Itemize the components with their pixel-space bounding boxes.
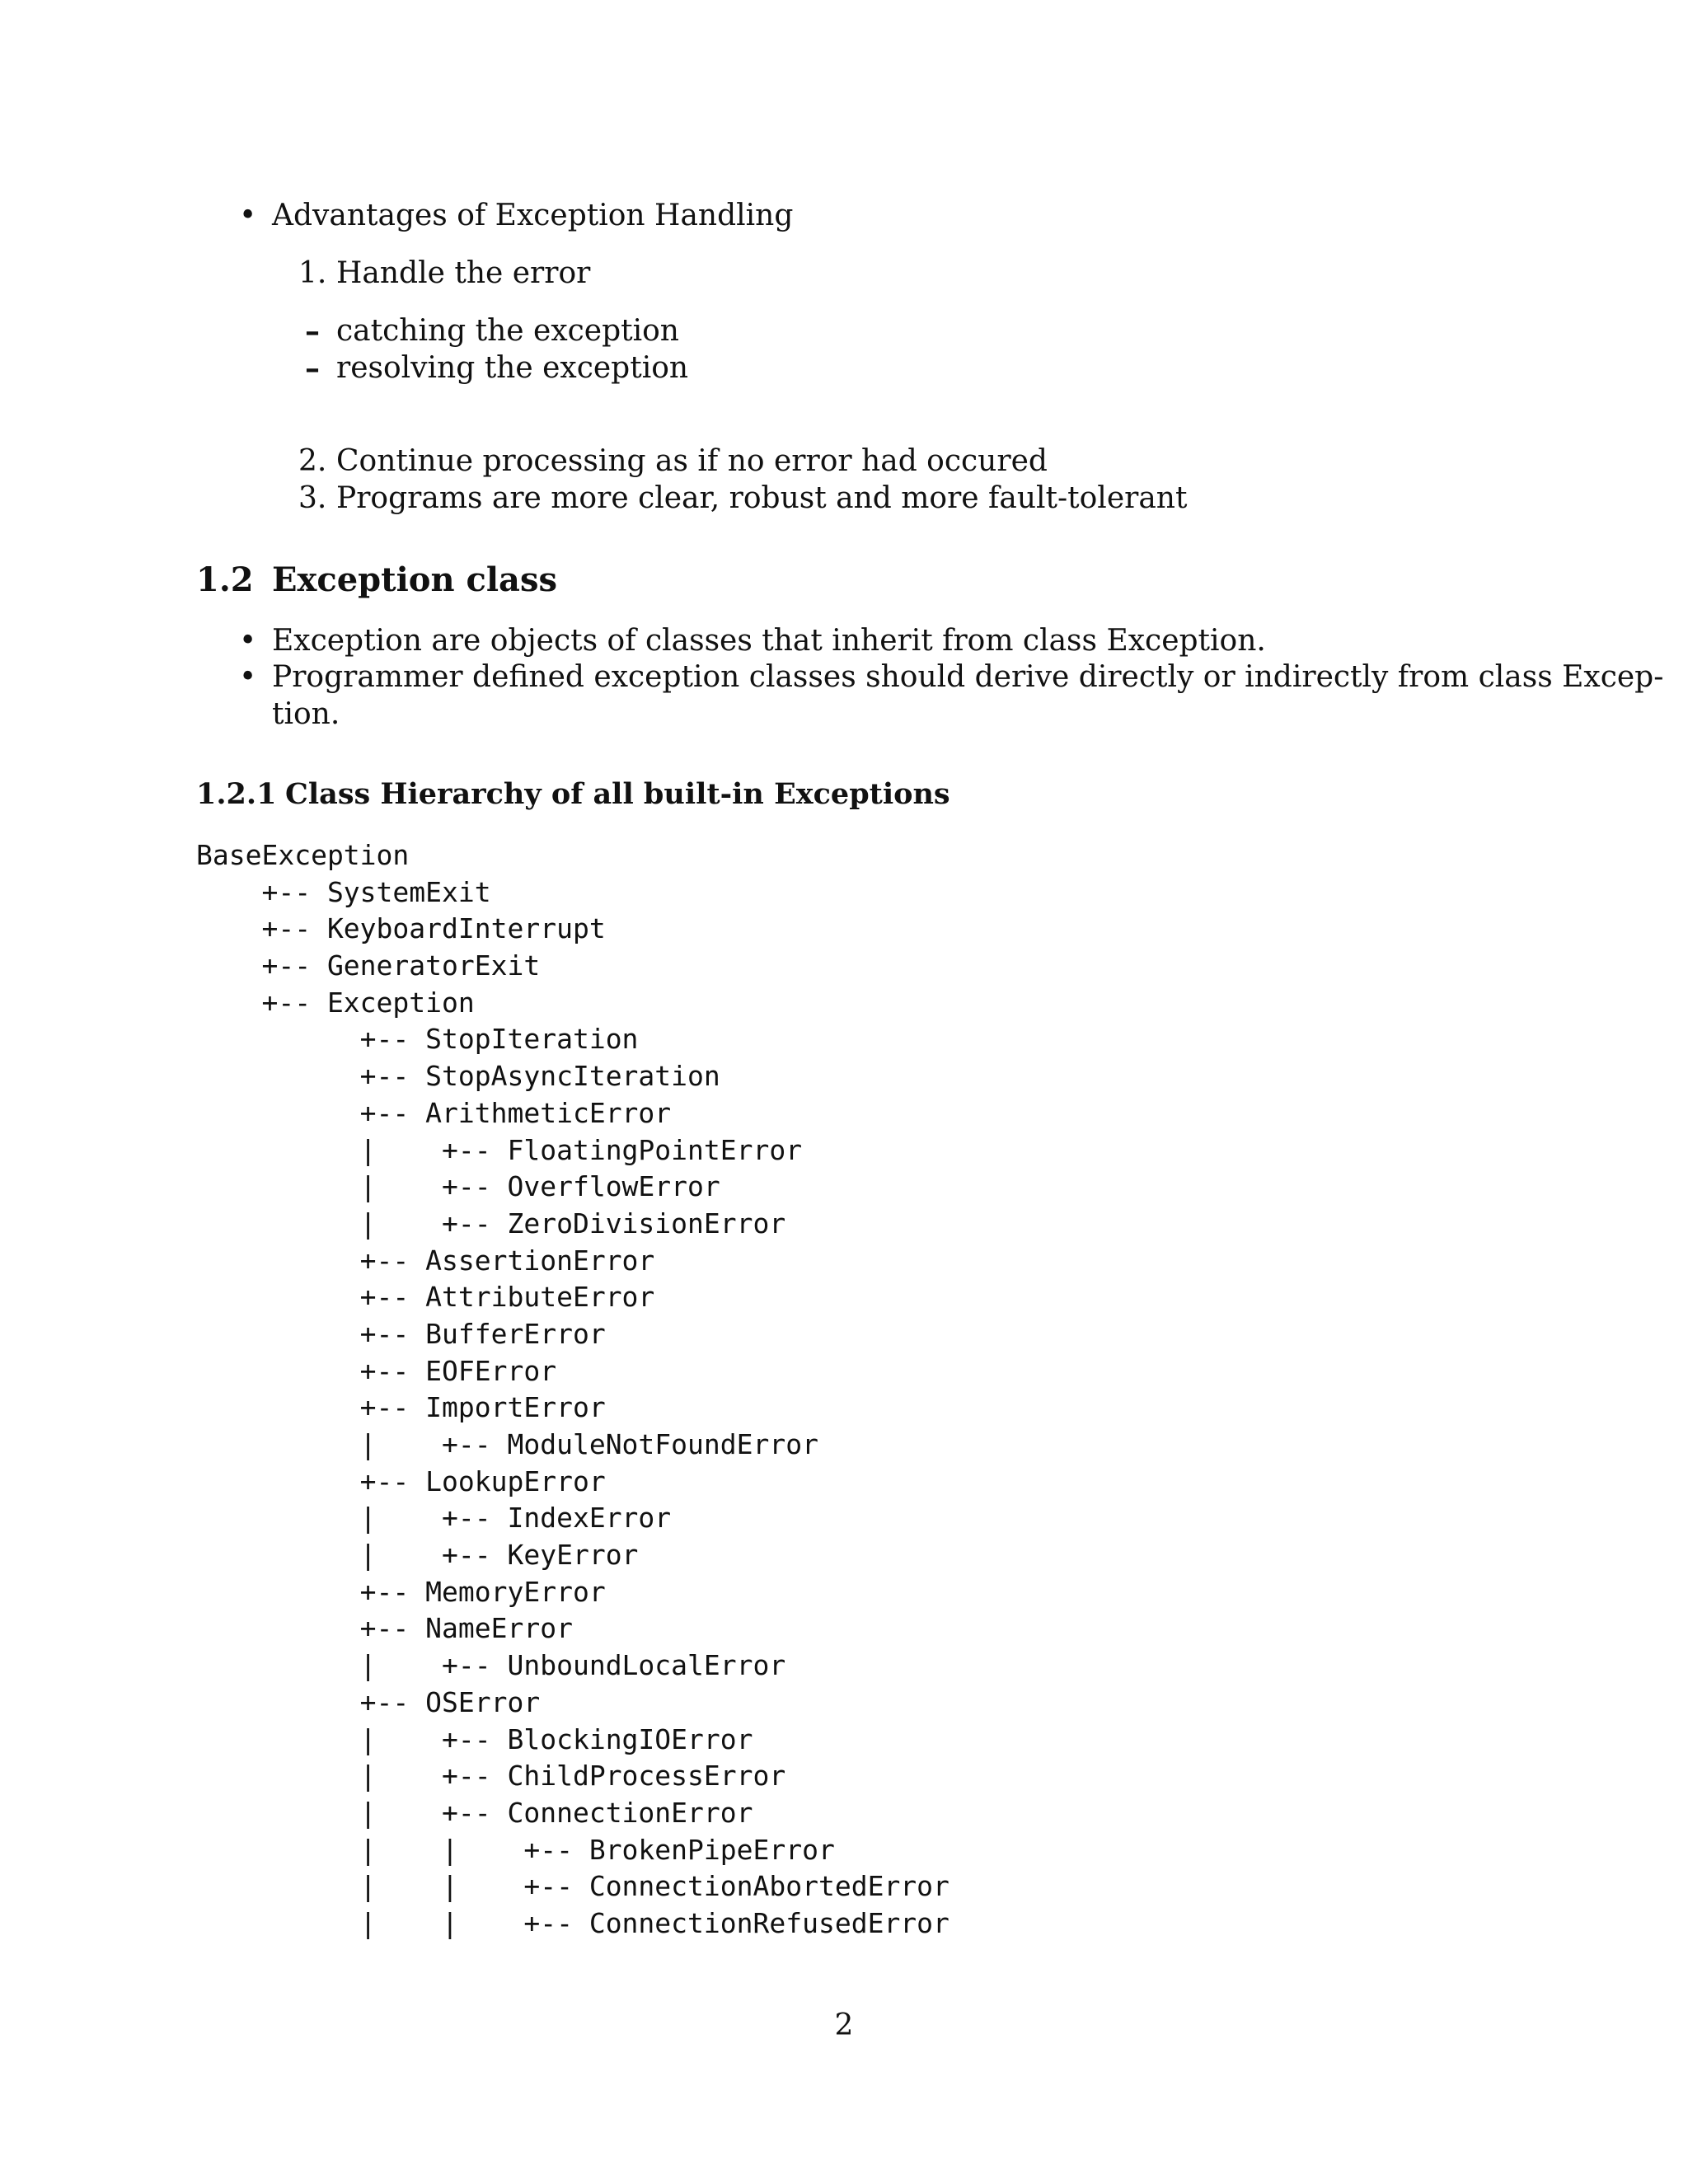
- bullet-mark: •: [239, 624, 257, 658]
- hierarchy-line: | | +-- BrokenPipeError: [196, 1833, 835, 1866]
- list-item-text: Programs are more clear, robust and more fault-tolerant: [336, 481, 1188, 515]
- hierarchy-line: BaseException: [196, 839, 410, 871]
- dash-mark: –: [305, 351, 320, 386]
- hierarchy-line: +-- ImportError: [196, 1391, 606, 1424]
- list-item-text: Handle the error: [336, 256, 591, 290]
- list-item-number: 3.: [298, 481, 327, 515]
- hierarchy-line: +-- OSError: [196, 1685, 541, 1718]
- hierarchy-line: +-- KeyboardInterrupt: [196, 912, 606, 945]
- hierarchy-line: +-- ArithmeticError: [196, 1096, 672, 1129]
- hierarchy-line: +-- BufferError: [196, 1317, 606, 1350]
- subsection-title: Class Hierarchy of all built-in Exceptions: [285, 777, 950, 811]
- section-number: 1.2: [196, 560, 254, 599]
- hierarchy-line: | +-- ModuleNotFoundError: [196, 1428, 818, 1460]
- hierarchy-line: | +-- OverflowError: [196, 1170, 720, 1203]
- hierarchy-line: +-- StopAsyncIteration: [196, 1060, 720, 1093]
- hierarchy-line: | +-- ConnectionError: [196, 1796, 753, 1829]
- bullet-mark: •: [239, 199, 257, 232]
- dash-item-text: catching the exception: [336, 314, 679, 348]
- class-hierarchy-code-block: [196, 837, 950, 1943]
- hierarchy-line: +-- LookupError: [196, 1465, 606, 1497]
- hierarchy-line: | | +-- ConnectionAbortedError: [196, 1870, 950, 1903]
- subsection-heading: [196, 776, 950, 813]
- hierarchy-line: | +-- BlockingIOError: [196, 1722, 753, 1755]
- hierarchy-line: +-- Exception: [196, 986, 475, 1019]
- list-item-number: 2.: [298, 444, 327, 478]
- hierarchy-line: +-- StopIteration: [196, 1023, 639, 1056]
- hierarchy-line: +-- EOFError: [196, 1354, 557, 1387]
- hierarchy-line: +-- MemoryError: [196, 1575, 606, 1608]
- hierarchy-line: +-- AttributeError: [196, 1281, 655, 1314]
- bullet-text-continuation: tion.: [272, 697, 340, 731]
- dash-mark: –: [305, 314, 320, 349]
- page-number: 2: [834, 2008, 854, 2042]
- hierarchy-line: | +-- ChildProcessError: [196, 1760, 786, 1793]
- bullet-mark: •: [239, 660, 257, 694]
- hierarchy-line: +-- GeneratorExit: [196, 949, 541, 982]
- list-item-number: 1.: [298, 256, 327, 290]
- section-heading: [196, 560, 557, 600]
- hierarchy-line: | +-- KeyError: [196, 1539, 639, 1572]
- bullet-text: Programmer defined exception classes should derive directly or indirectly from class Excep-: [272, 660, 1664, 694]
- hierarchy-line: | +-- FloatingPointError: [196, 1133, 803, 1166]
- hierarchy-line: +-- AssertionError: [196, 1244, 655, 1277]
- hierarchy-line: | +-- ZeroDivisionError: [196, 1207, 786, 1240]
- hierarchy-line: | +-- IndexError: [196, 1502, 672, 1535]
- hierarchy-line: | | +-- ConnectionRefusedError: [196, 1906, 950, 1939]
- bullet-text: Advantages of Exception Handling: [272, 199, 794, 232]
- hierarchy-line: +-- SystemExit: [196, 875, 491, 908]
- dash-item-text: resolving the exception: [336, 351, 689, 385]
- section-title: Exception class: [272, 560, 557, 599]
- subsection-number: 1.2.1: [196, 777, 277, 811]
- list-item-text: Continue processing as if no error had occured: [336, 444, 1048, 478]
- hierarchy-line: +-- NameError: [196, 1612, 573, 1645]
- bullet-text: Exception are objects of classes that inherit from class Exception.: [272, 624, 1266, 658]
- hierarchy-line: | +-- UnboundLocalError: [196, 1649, 786, 1682]
